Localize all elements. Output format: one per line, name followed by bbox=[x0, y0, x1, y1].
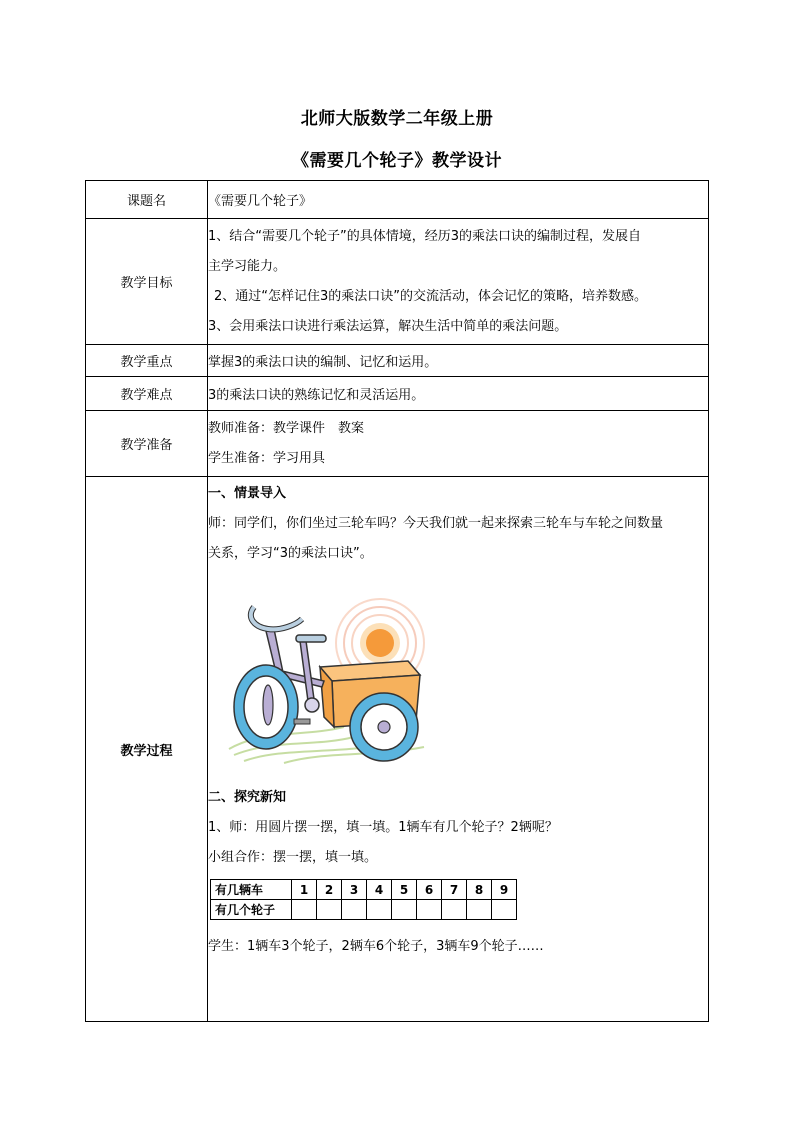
row-goals bbox=[86, 219, 709, 345]
car-count-7: 7 bbox=[442, 880, 467, 900]
document-subtitle: 《需要几个轮子》教学设计 bbox=[292, 151, 502, 171]
goal-line-1: 1、结合“需要几个轮子”的具体情境，经历3的乘法口诀的编制过程，发展自 bbox=[208, 228, 642, 244]
wheels-count-table bbox=[210, 879, 517, 920]
wheel-cell-blank bbox=[317, 900, 342, 920]
pedal bbox=[294, 719, 310, 724]
wheel-cell-blank bbox=[367, 900, 392, 920]
front-wheel bbox=[234, 665, 298, 749]
car-count-6: 6 bbox=[417, 880, 442, 900]
car-count-5: 5 bbox=[392, 880, 417, 900]
goal-line-3: 2、通过“怎样记住3的乘法口诀”的交流活动，体会记忆的策略，培养数感。 bbox=[214, 288, 648, 304]
row-prep bbox=[86, 411, 709, 477]
wheel-cell-blank bbox=[442, 900, 467, 920]
topic-value: 《需要几个轮子》 bbox=[208, 181, 709, 219]
car-count-2: 2 bbox=[317, 880, 342, 900]
tricycle-illustration bbox=[224, 579, 436, 769]
wheel-cell-blank bbox=[292, 900, 317, 920]
row-key bbox=[86, 345, 709, 377]
car-count-8: 8 bbox=[467, 880, 492, 900]
goal-line-4: 3、会用乘法口诀进行乘法运算，解决生活中简单的乘法问题。 bbox=[208, 318, 568, 334]
prep-line-1: 教师准备：教学课件 教案 bbox=[208, 420, 365, 436]
section-explore-heading: 二、探究新知 bbox=[208, 790, 287, 805]
car-count-4: 4 bbox=[367, 880, 392, 900]
rear-wheel bbox=[350, 693, 418, 761]
wheel-cell-blank bbox=[467, 900, 492, 920]
wheels-row-header: 有几个轮子 bbox=[211, 900, 292, 920]
group-work-text: 小组合作：摆一摆，填一填。 bbox=[208, 850, 378, 865]
section-intro-heading: 一、情景导入 bbox=[208, 486, 287, 501]
wheel-cell-blank bbox=[342, 900, 367, 920]
row-process bbox=[86, 477, 709, 1022]
lesson-plan-table bbox=[85, 180, 709, 1022]
car-count-1: 1 bbox=[292, 880, 317, 900]
goals-label: 教学目标 bbox=[86, 219, 208, 345]
key-label: 教学重点 bbox=[86, 345, 208, 377]
process-label: 教学过程 bbox=[86, 477, 208, 1022]
goal-line-2: 主学习能力。 bbox=[208, 258, 287, 274]
row-topic bbox=[86, 181, 709, 219]
students-answer-text: 学生：1辆车3个轮子，2辆车6个轮子，3辆车9个轮子…… bbox=[208, 939, 544, 954]
goals-content bbox=[208, 219, 709, 345]
document-title: 北师大版数学二年级上册 bbox=[300, 109, 494, 129]
prep-label: 教学准备 bbox=[86, 411, 208, 477]
process-content bbox=[208, 477, 709, 1022]
wheel-cell-blank bbox=[492, 900, 517, 920]
task-text: 1、师：用圆片摆一摆，填一填。1辆车有几个轮子？2辆呢？ bbox=[208, 820, 558, 835]
row-difficulty bbox=[86, 377, 709, 411]
prep-content bbox=[208, 411, 709, 477]
intro-text-line-2: 关系，学习“3的乘法口诀”。 bbox=[208, 546, 373, 561]
difficulty-label: 教学难点 bbox=[86, 377, 208, 411]
wheel-cell-blank bbox=[417, 900, 442, 920]
key-value: 掌握3的乘法口诀的编制、记忆和运用。 bbox=[208, 345, 709, 377]
wheel-cell-blank bbox=[392, 900, 417, 920]
car-count-3: 3 bbox=[342, 880, 367, 900]
pedal-crank bbox=[305, 698, 319, 712]
intro-text-line-1: 师：同学们，你们坐过三轮车吗？今天我们就一起来探索三轮车与车轮之间数量 bbox=[208, 516, 664, 531]
difficulty-value: 3的乘法口诀的熟练记忆和灵活运用。 bbox=[208, 377, 709, 411]
cars-row-header: 有几辆车 bbox=[211, 880, 292, 900]
prep-line-2: 学生准备：学习用具 bbox=[208, 450, 326, 466]
car-count-9: 9 bbox=[492, 880, 517, 900]
topic-label: 课题名 bbox=[86, 181, 208, 219]
